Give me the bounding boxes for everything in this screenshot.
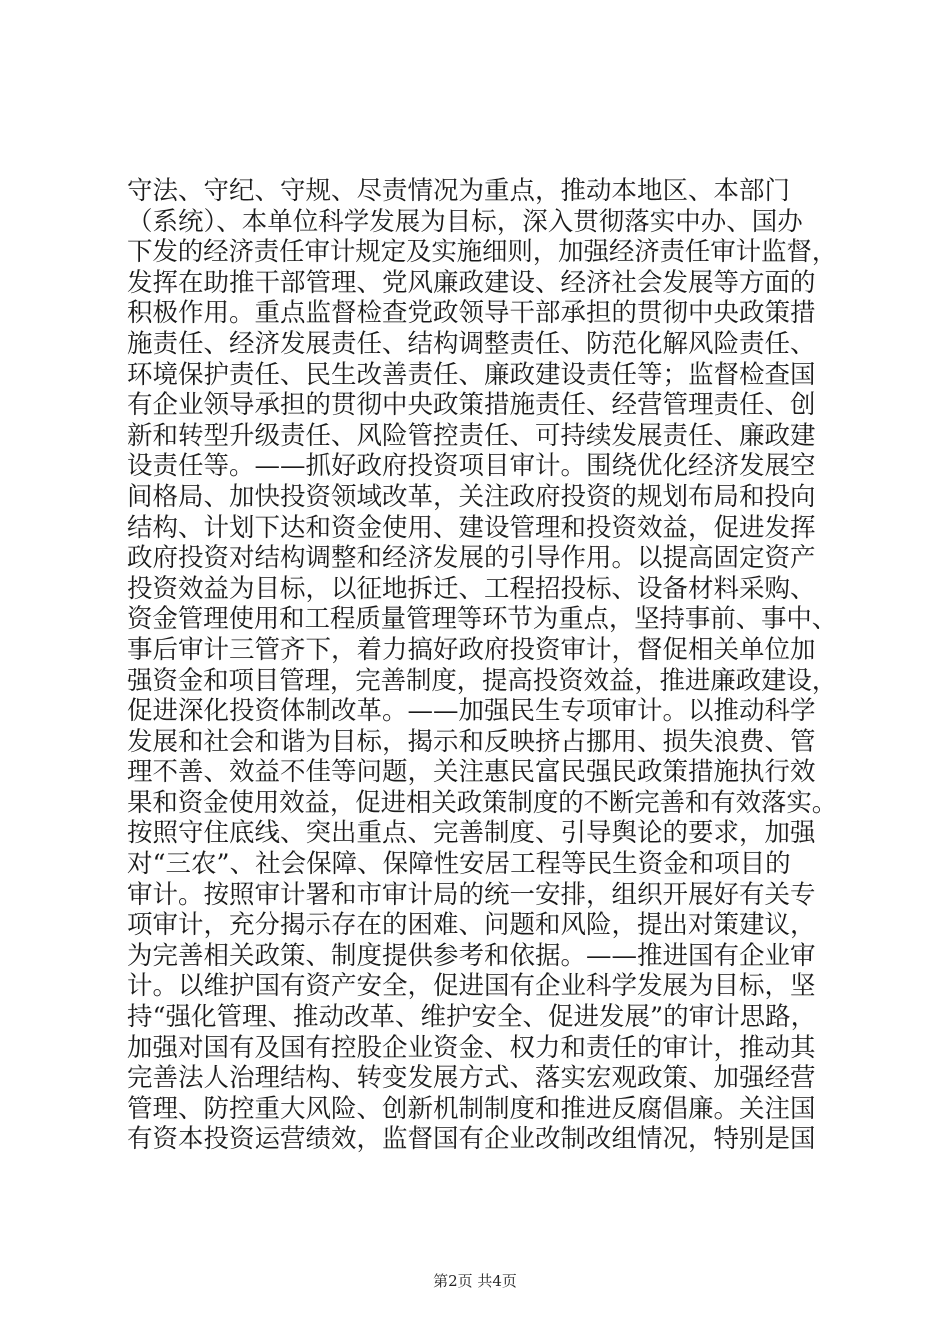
text-line: 施责任、经济发展责任、结构调整责任、防范化解风险责任、	[127, 328, 816, 359]
text-line: 设责任等。——抓好政府投资项目审计。围绕优化经济发展空	[127, 451, 816, 482]
text-line: 强资金和项目管理，完善制度，提高投资效益，推进廉政建设，	[127, 665, 838, 696]
text-line: 项审计，充分揭示存在的困难、问题和风险，提出对策建议，	[127, 910, 816, 941]
text-line: 有资本投资运营绩效，监督国有企业改制改组情况，特别是国	[127, 1124, 816, 1155]
text-line: 发挥在助推干部管理、党风廉政建设、经济社会发展等方面的	[127, 267, 816, 298]
text-line: 有企业领导承担的贯彻中央政策措施责任、经营管理责任、创	[127, 390, 816, 421]
text-line: 完善法人治理结构、转变发展方式、落实宏观政策、加强经营	[127, 1063, 816, 1094]
text-line: 发展和社会和谐为目标，揭示和反映挤占挪用、损失浪费、管	[127, 726, 816, 757]
page-footer: 第2页 共4页	[433, 1272, 517, 1290]
text-line: 间格局、加快投资领域改革，关注政府投资的规划布局和投向	[127, 481, 816, 512]
text-line: 按照守住底线、突出重点、完善制度、引导舆论的要求，加强	[127, 818, 816, 849]
text-line: 积极作用。重点监督检查党政领导干部承担的贯彻中央政策措	[127, 298, 816, 329]
document-body-text	[127, 176, 837, 1155]
text-line: 对“三农”、社会保障、保障性安居工程等民生资金和项目的	[127, 849, 791, 880]
text-line: （系统）、本单位科学发展为目标，深入贯彻落实中办、国办	[127, 206, 803, 237]
text-line: 守法、守纪、守规、尽责情况为重点，推动本地区、本部门	[127, 176, 791, 206]
text-line: 结构、计划下达和资金使用、建设管理和投资效益，促进发挥	[127, 512, 816, 543]
text-line: 政府投资对结构调整和经济发展的引导作用。以提高固定资产	[127, 543, 816, 574]
text-line: 理不善、效益不佳等问题，关注惠民富民强民政策措施执行效	[127, 757, 816, 788]
text-line: 促进深化投资体制改革。——加强民生专项审计。以推动科学	[127, 696, 816, 727]
text-line: 持“强化管理、推动改革、维护安全、促进发展”的审计思路，	[127, 1002, 817, 1033]
text-line: 资金管理使用和工程质量管理等环节为重点，坚持事前、事中、	[127, 604, 838, 635]
text-line: 计。以维护国有资产安全，促进国有企业科学发展为目标，坚	[127, 971, 816, 1002]
text-line: 投资效益为目标，以征地拆迁、工程招投标、设备材料采购、	[127, 573, 816, 604]
text-line: 加强对国有及国有控股企业资金、权力和责任的审计，推动其	[127, 1032, 816, 1063]
text-line: 下发的经济责任审计规定及实施细则，加强经济责任审计监督，	[127, 237, 838, 268]
text-line: 新和转型升级责任、风险管控责任、可持续发展责任、廉政建	[127, 420, 816, 451]
text-line: 环境保护责任、民生改善责任、廉政建设责任等；监督检查国	[127, 359, 816, 390]
text-line: 为完善相关政策、制度提供参考和依据。——推进国有企业审	[127, 940, 816, 971]
text-line: 审计。按照审计署和市审计局的统一安排，组织开展好有关专	[127, 879, 816, 910]
text-line: 事后审计三管齐下，着力搞好政府投资审计，督促相关单位加	[127, 634, 816, 665]
text-line: 果和资金使用效益，促进相关政策制度的不断完善和有效落实。	[127, 787, 838, 818]
text-line: 管理、防控重大风险、创新机制制度和推进反腐倡廉。关注国	[127, 1093, 816, 1124]
